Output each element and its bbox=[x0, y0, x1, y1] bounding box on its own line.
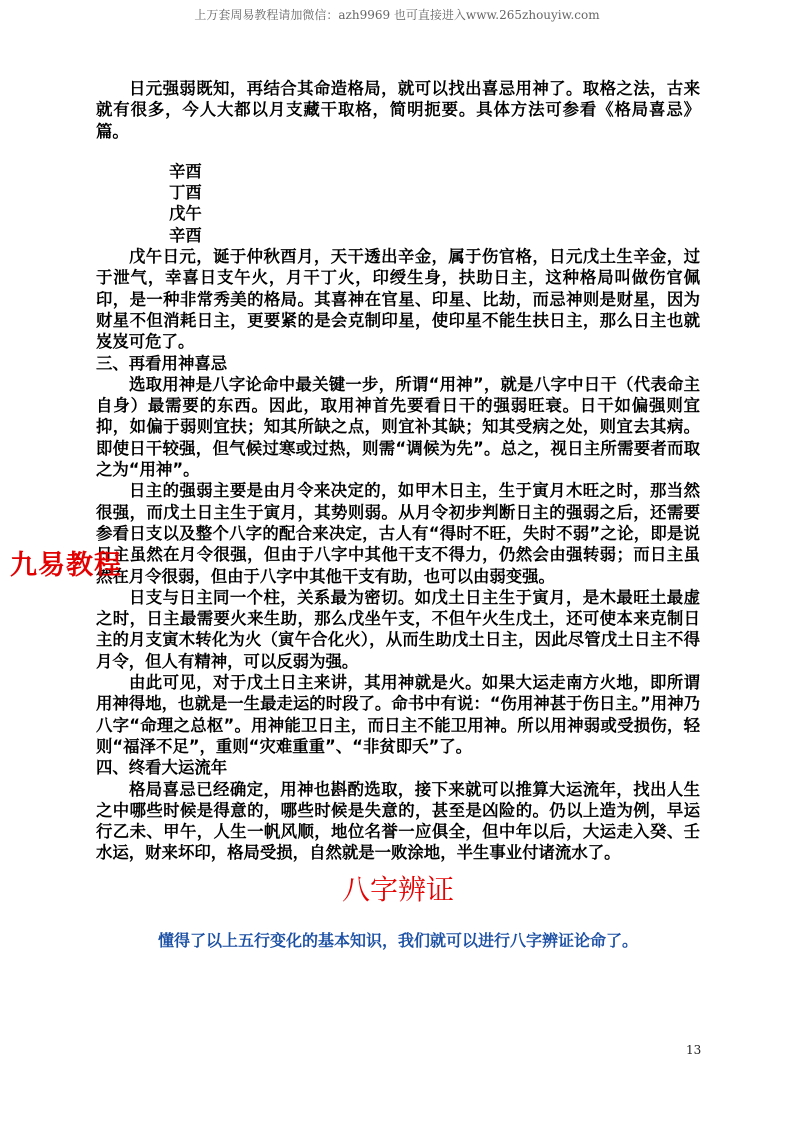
page-number: 13 bbox=[686, 1043, 702, 1057]
section-heading: 四、终看大运流年 bbox=[96, 758, 228, 778]
paragraph: 选取用神是八字论命中最关键一步，所谓“用神”，就是八字中日干（代表命主自身）最需要的东西。因此，取用神首先要看日干的强弱旺衰。日干如偏强则宜抑，如偏于弱则宜扶；知其所缺之点，则宜补其缺；知其受病之处，则宜去其病。即使日干较强，但气候过寒或过热，则需“调候为先”。总之，视日主所需要者而取之为“用神”。 bbox=[96, 374, 700, 480]
chart-pillar-hour: 辛酉 bbox=[169, 225, 202, 245]
section-intro: 懂得了以上五行变化的基本知识，我们就可以进行八字辨证论命了。 bbox=[157, 930, 638, 950]
chart-pillar-month: 丁酉 bbox=[169, 183, 202, 203]
page-content bbox=[96, 78, 700, 951]
paragraph: 由此可见，对于戊土日主来讲，其用神就是火。如果大运走南方火地，即所谓用神得地，也就是一生最走运的时段了。命书中有说：“伤用神甚于伤日主。”用神乃八字“命理之总枢”。用神能卫日主，而日主不能卫用神。所以用神弱或受损伤，轻则“福泽不足”，重则“灾难重重”、“非贫即夭”了。 bbox=[96, 673, 700, 756]
paragraph: 格局喜忌已经确定，用神也斟酌选取，接下来就可以推算大运流年，找出人生之中哪些时候是得意的，哪些时候是失意的，甚至是凶险的。仍以上造为例，早运行乙未、甲午，人生一帆风顺，地位名誉一应俱全，但中年以后，大运走入癸、壬水运，财来坏印，格局受损，自然就是一败涂地，半生事业付诸流水了。 bbox=[96, 779, 700, 863]
watermark-logo: 九易教程 bbox=[10, 550, 122, 581]
chart-pillar-year: 辛酉 bbox=[169, 161, 202, 181]
section-heading: 三、再看用神喜忌 bbox=[96, 353, 228, 373]
paragraph: 日支与日主同一个柱，关系最为密切。如戊土日主生于寅月，是木最旺土最虚之时，日主最需要火来生助，那么戊坐午支，不但午火生戊土，还可使本来克制日主的月支寅木转化为火（寅午合化火），从而生助戊土日主，因此尽管戊土日主不得月令，但人有精神，可以反弱为强。 bbox=[96, 587, 700, 671]
bazi-chart bbox=[96, 161, 700, 246]
paragraph: 日元强弱既知，再结合其命造格局，就可以找出喜忌用神了。取格之法，古来就有很多，今人大都以月支藏干取格，简明扼要。具体方法可参看《格局喜忌》篇。 bbox=[96, 79, 700, 141]
paragraph: 日主的强弱主要是由月令来决定的，如甲木日主，生于寅月木旺之时，那当然很强，而戊土日主生于寅月，其势则弱。从月令初步判断日主的强弱之后，还需要参看日支以及整个八字的配合来决定，古人有“得时不旺，失时不弱”之论，即是说日主虽然在月令很强，但由于八字中其他干支不得力，仍然会由强转弱；而日主虽然在月令很弱，但由于八字中其他干支有助，也可以由弱变强。 bbox=[96, 481, 700, 586]
paragraph: 戊午日元，诞于仲秋酉月，天干透出辛金，属于伤官格，日元戊土生辛金，过于泄气，幸喜日支午火，月干丁火，印绶生身，扶助日主，这种格局叫做伤官佩印，是一种非常秀美的格局。其喜神在官星、印星、比劫，而忌神则是财星，因为财星不但消耗日主，更要紧的是会克制印星，使印星不能生扶日主，那么日主也就岌岌可危了。 bbox=[96, 247, 700, 352]
chart-pillar-day: 戊午 bbox=[169, 204, 202, 224]
section-title: 八字辨证 bbox=[341, 872, 454, 906]
page-header: 上万套周易教程请加微信：azh9969 也可直接进入www.265zhouyiw.com bbox=[194, 8, 600, 22]
